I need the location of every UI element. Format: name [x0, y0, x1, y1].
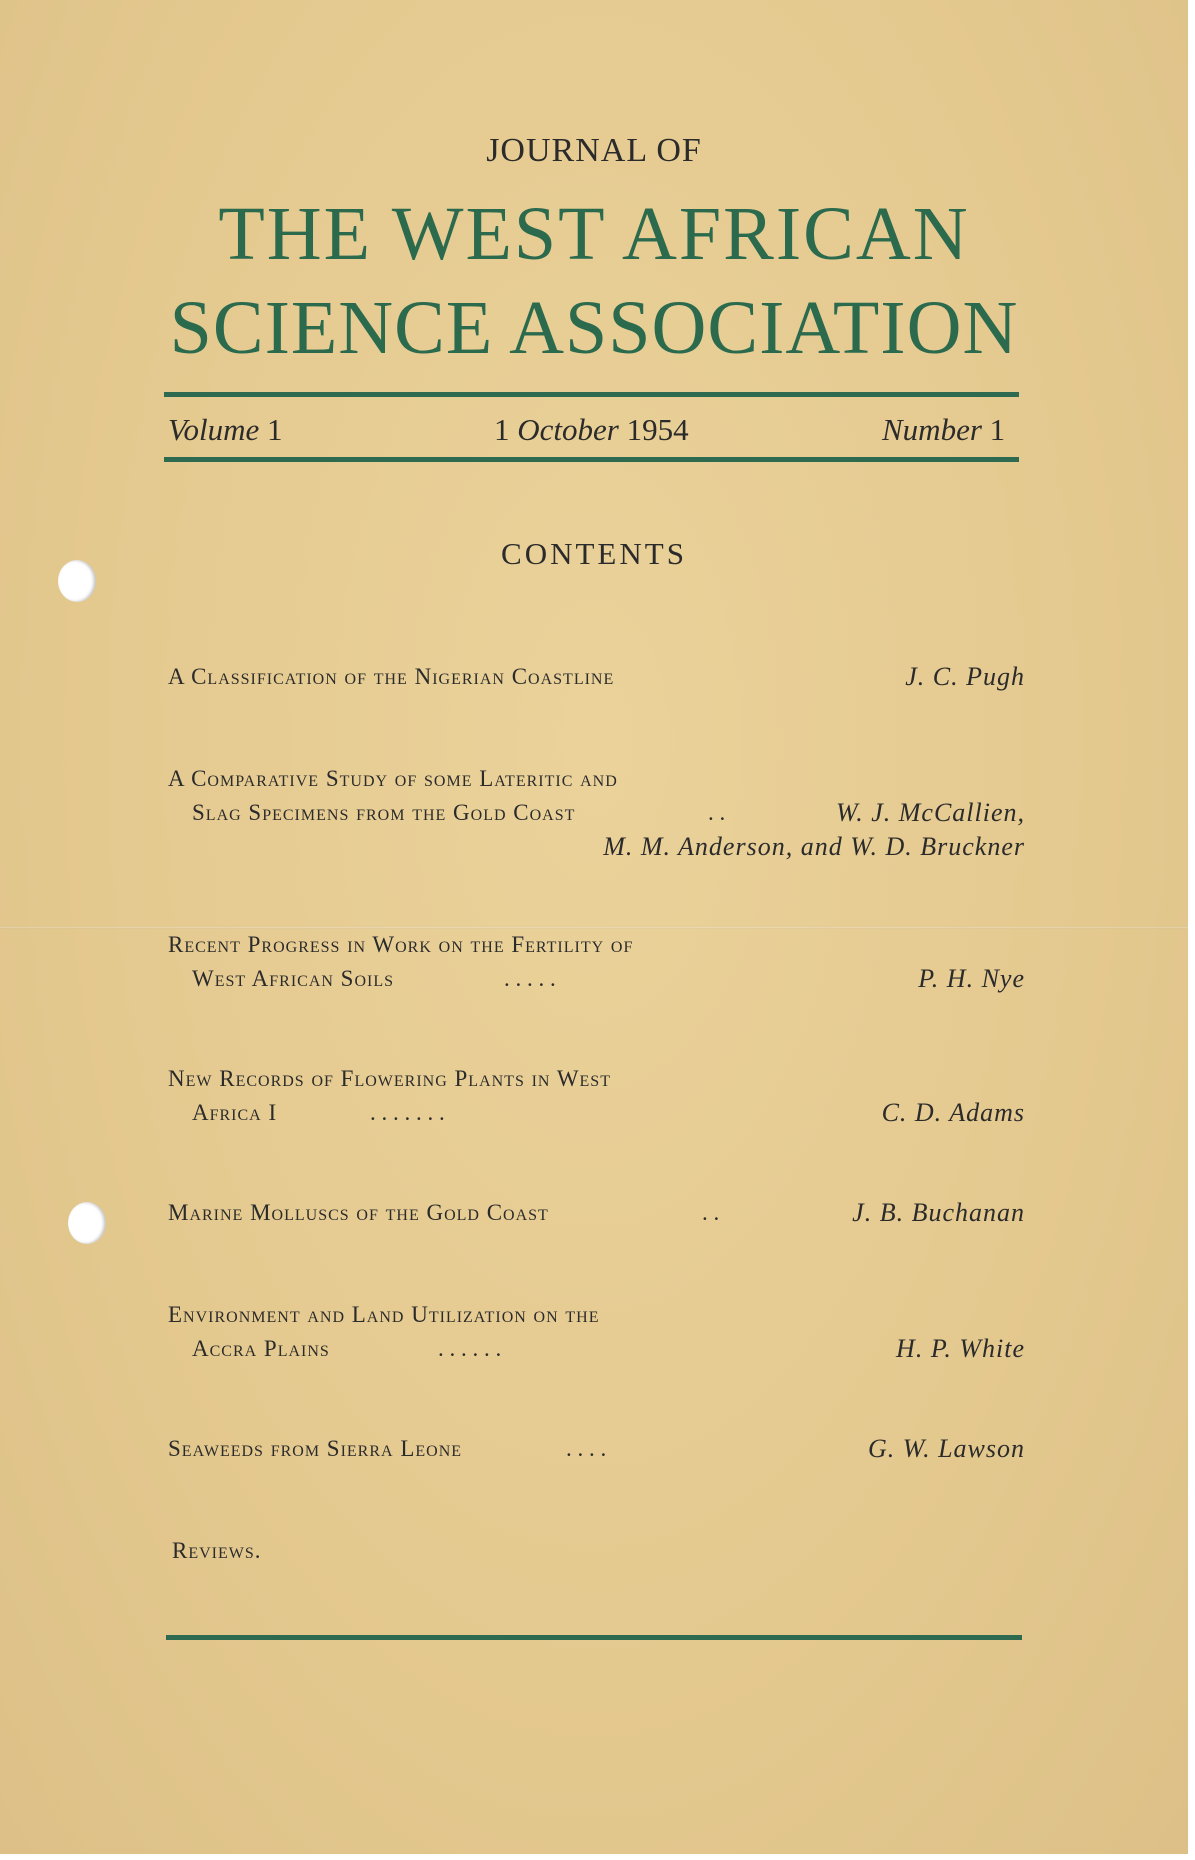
article-title-continued: Africa I: [192, 1100, 278, 1125]
leader-dots: . . . .: [566, 1436, 607, 1461]
article-title: Seaweeds from Sierra Leone: [168, 1436, 463, 1461]
article-title: Recent Progress in Work on the Fertility of: [168, 932, 634, 957]
number-info: [882, 412, 1005, 448]
article-author: G. W. Lawson: [868, 1434, 1025, 1463]
article-title: A Comparative Study of some Lateritic and: [168, 766, 618, 791]
article-title-continued: Accra Plains: [192, 1336, 330, 1361]
number-label: Number: [882, 412, 982, 447]
leader-dots: . . . . . . .: [370, 1100, 445, 1125]
bottom-rule: [166, 1635, 1022, 1640]
volume-number: 1: [267, 412, 283, 447]
punch-hole: [68, 1202, 106, 1244]
paper-fold-line: [0, 926, 1188, 929]
volume-info: [168, 412, 283, 448]
article-author-continued: M. M. Anderson, and W. D. Bruckner: [603, 832, 1025, 861]
article-author: J. C. Pugh: [905, 662, 1025, 691]
article-title-continued: Slag Specimens from the Gold Coast: [192, 800, 576, 825]
date-month: October: [517, 412, 619, 447]
issue-date: [494, 412, 689, 448]
article-author: P. H. Nye: [918, 964, 1025, 993]
contents-heading: CONTENTS: [501, 536, 687, 571]
leader-dots: . .: [708, 800, 726, 825]
article-title: New Records of Flowering Plants in West: [168, 1066, 611, 1091]
reviews-label: Reviews.: [172, 1538, 262, 1563]
article-title-continued: West African Soils: [192, 966, 395, 991]
top-rule: [164, 392, 1019, 397]
article-title: Environment and Land Utilization on the: [168, 1302, 600, 1327]
leader-dots: . .: [702, 1200, 720, 1225]
article-author: C. D. Adams: [881, 1098, 1025, 1127]
date-day: 1: [494, 412, 510, 447]
journal-of-label: JOURNAL OF: [486, 132, 702, 169]
issue-rule: [164, 457, 1019, 462]
leader-dots: . . . . .: [504, 966, 556, 991]
volume-label: Volume: [168, 412, 260, 447]
article-author: W. J. McCallien,: [835, 798, 1025, 827]
number-value: 1: [989, 412, 1006, 447]
article-author: H. P. White: [896, 1334, 1025, 1363]
journal-title-line-1: THE WEST AFRICAN: [218, 192, 970, 276]
article-title: A Classification of the Nigerian Coastline: [168, 664, 615, 689]
date-year: 1954: [626, 412, 689, 447]
leader-dots: . . . . . .: [438, 1336, 502, 1361]
article-author: J. B. Buchanan: [852, 1198, 1025, 1227]
journal-title-line-2: SCIENCE ASSOCIATION: [169, 286, 1019, 370]
article-title: Marine Molluscs of the Gold Coast: [168, 1200, 549, 1225]
